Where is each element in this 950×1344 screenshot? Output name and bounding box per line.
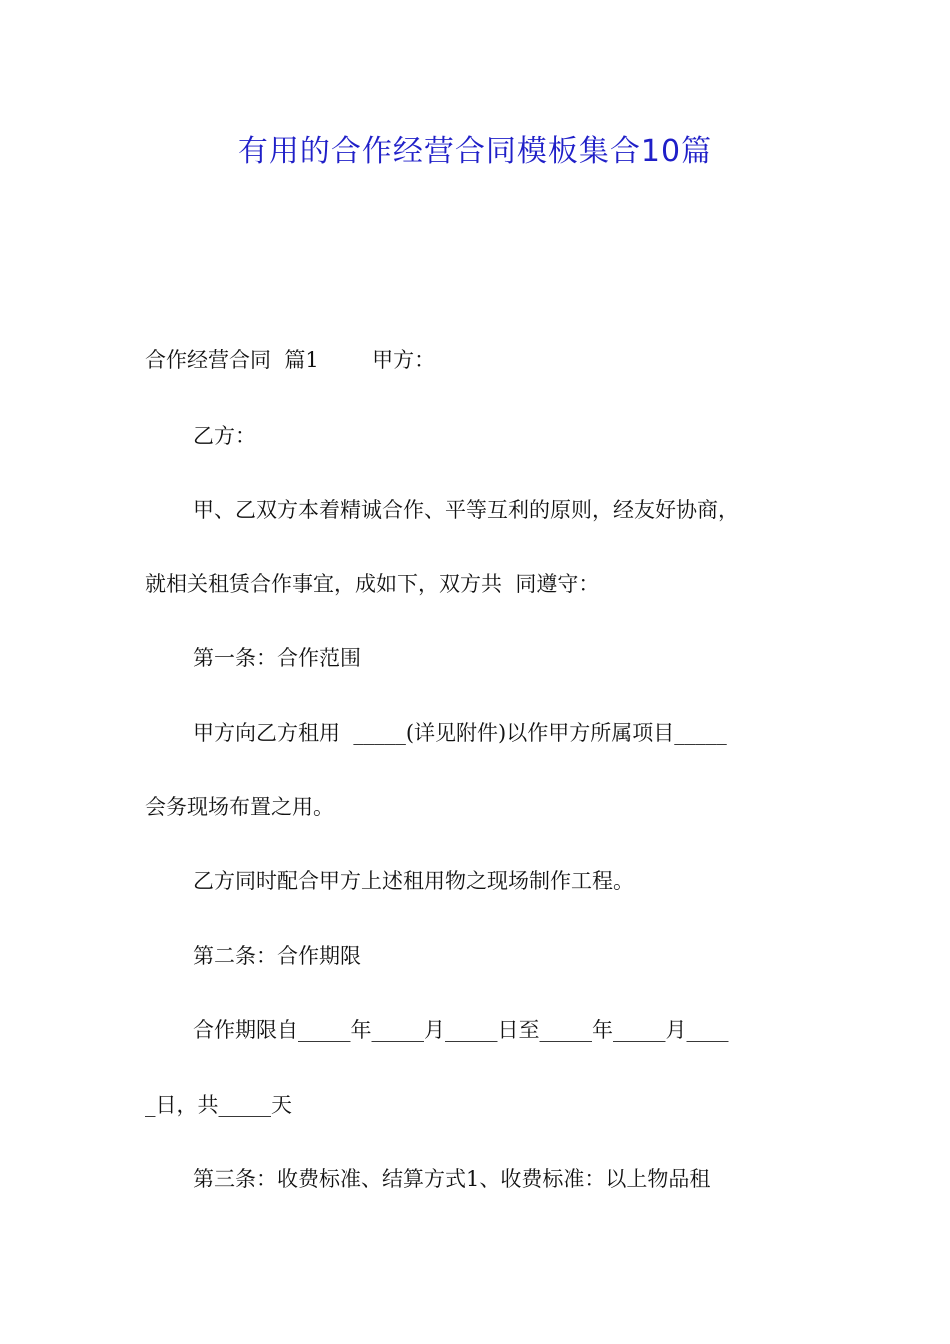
line-article-2: 第二条：合作期限 (193, 944, 361, 968)
line-scope-cont: 会务现场布置之用。 (145, 795, 334, 819)
document-title: 有用的合作经营合同模板集合10篇 (237, 134, 713, 169)
line-scope: 甲方向乙方租用 _____(详见附件)以作甲方所属项目_____ (193, 721, 727, 745)
line-contract-heading: 合作经营合同 篇1 甲方： (145, 348, 436, 372)
line-article-1: 第一条：合作范围 (193, 646, 361, 670)
line-party-b: 乙方： (193, 424, 256, 448)
line-principle-cont: 就相关租赁合作事宜，成如下，双方共 同遵守： (145, 572, 600, 596)
line-cooperation: 乙方同时配合甲方上述租用物之现场制作工程。 (193, 869, 634, 893)
line-period-cont: _日，共_____天 (145, 1093, 292, 1117)
line-article-3: 第三条：收费标准、结算方式1、收费标准：以上物品租 (193, 1167, 711, 1191)
line-principle: 甲、乙双方本着精诚合作、平等互利的原则，经友好协商， (193, 498, 739, 522)
line-period: 合作期限自_____年_____月_____日至_____年_____月____ (193, 1018, 729, 1042)
